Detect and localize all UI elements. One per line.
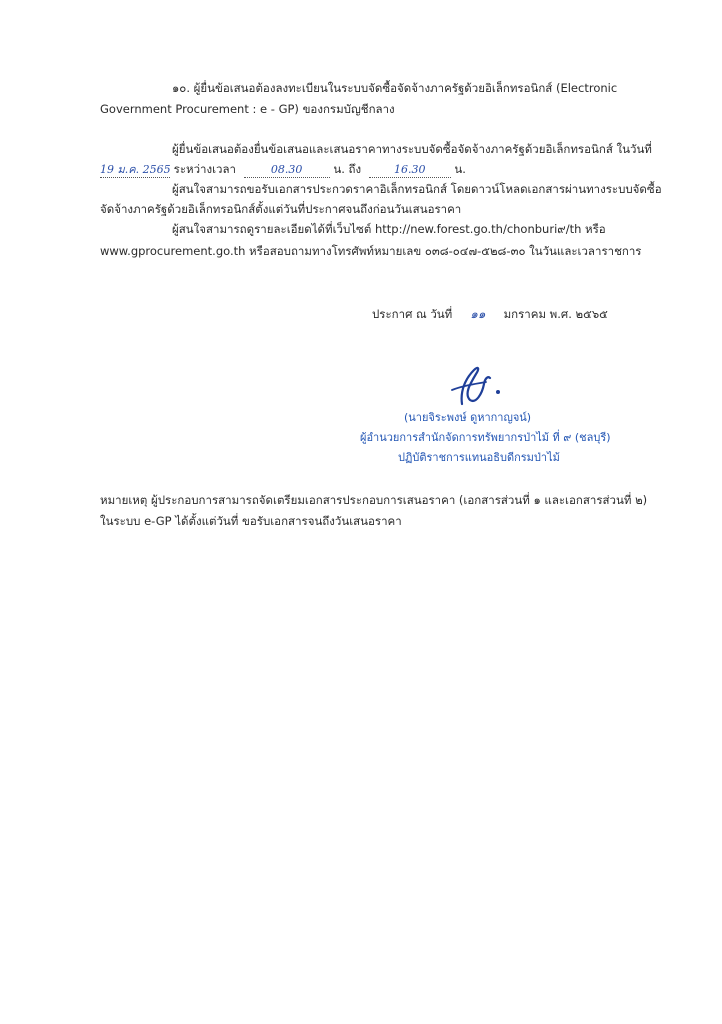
announcement-date — [372, 306, 608, 322]
submission-date-handwritten: 19 ม.ค. 2565 — [100, 163, 171, 176]
details-line-1: ผู้สนใจสามารถดูรายละเอียดได้ที่เว็บไซต์ http://new.forest.go.th/chonburi๙/th หรือ — [172, 222, 606, 236]
announcement-suffix: มกราคม พ.ศ. ๒๕๖๕ — [503, 307, 608, 321]
clause-10-line-2: Government Procurement : e - GP) ของกรมบัญชีกลาง — [100, 102, 395, 116]
time-end-handwritten: 16.30 — [369, 163, 451, 178]
to-label: น. ถึง — [333, 162, 362, 176]
download-line-1: ผู้สนใจสามารถขอรับเอกสารประกวดราคาอิเล็กทรอนิกส์ โดยดาวน์โหลดเอกสารผ่านทางระบบจัดซื้อ — [172, 182, 662, 196]
submission-line-2 — [100, 161, 466, 178]
announcement-prefix: ประกาศ ณ วันที่ — [372, 307, 453, 321]
remark-line-1: หมายเหตุ ผู้ประกอบการสามารถจัดเตรียมเอกสารประกอบการเสนอราคา (เอกสารส่วนที่ ๑ และเอกสารส่วนที่ ๒) — [100, 493, 648, 507]
remark-line-2: ในระบบ e-GP ได้ตั้งแต่วันที่ ขอรับเอกสารจนถึงวันเสนอราคา — [100, 514, 402, 528]
signer-title-1: ผู้อำนวยการสำนักจัดการทรัพยากรป่าไม้ ที่ ๙ (ชลบุรี) — [360, 431, 611, 444]
signer-title-2: ปฏิบัติราชการแทนอธิบดีกรมป่าไม้ — [398, 451, 560, 464]
signer-name: (นายจิระพงษ์ ดูหากาญจน์) — [404, 411, 532, 424]
download-line-2: จัดจ้างภาครัฐด้วยอิเล็กทรอนิกส์ตั้งแต่วันที่ประกาศจนถึงก่อนวันเสนอราคา — [100, 202, 462, 216]
clause-10-line-1: ๑๐. ผู้ยื่นข้อเสนอต้องลงทะเบียนในระบบจัดซื้อจัดจ้างภาครัฐด้วยอิเล็กทรอนิกส์ (Electronic — [172, 81, 618, 95]
time-start-handwritten: 08.30 — [244, 163, 330, 178]
signature-image — [440, 360, 510, 410]
end-label: น. — [454, 162, 466, 176]
details-line-2: www.gprocurement.go.th หรือสอบถามทางโทรศัพท์หมายเลข ๐๓๘-๐๔๗-๕๒๘-๓๐ ในวันและเวลาราชการ — [100, 244, 642, 258]
submission-line-1: ผู้ยื่นข้อเสนอต้องยื่นข้อเสนอและเสนอราคาทางระบบจัดซื้อจัดจ้างภาครัฐด้วยอิเล็กทรอนิกส์ ในวันที่ — [172, 142, 652, 156]
between-label: ระหว่างเวลา — [173, 162, 237, 176]
announcement-day-handwritten: ๑๑ — [470, 307, 486, 321]
